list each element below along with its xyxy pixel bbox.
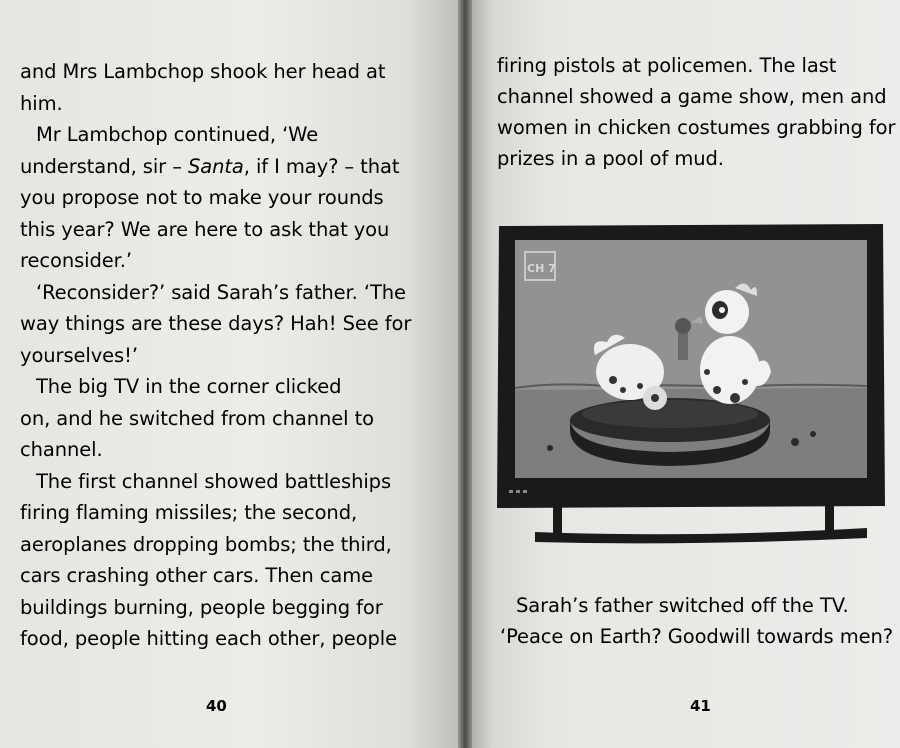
text-line: yourselves!’: [20, 343, 138, 367]
text-fragment: , if I may? – that: [243, 154, 400, 178]
text-line: you propose not to make your rounds: [20, 186, 384, 209]
tv-illustration: [495, 220, 887, 550]
channel-logo-text: CH 7: [527, 262, 556, 275]
text-line: and Mrs Lambchop shook her head at: [20, 60, 386, 83]
text-line: reconsider.’: [20, 249, 132, 272]
text-line: firing pistols at policemen. The last: [497, 54, 837, 77]
page-number-left: 40: [206, 697, 227, 715]
page-number-right: 41: [690, 697, 711, 715]
text-line: prizes in a pool of mud.: [497, 147, 724, 170]
text-line: way things are these days? Hah! See for: [20, 312, 412, 335]
text-line: channel.: [20, 438, 103, 461]
text-line: ‘Peace on Earth? Goodwill towards men?: [500, 625, 893, 648]
text-line: Sarah’s father switched off the TV.: [516, 594, 849, 617]
italic-word: Santa: [187, 154, 244, 178]
text-line: on, and he switched from channel to: [20, 406, 374, 430]
right-page-bottom-text: [500, 590, 893, 652]
text-line: women in chicken costumes grabbing for: [497, 116, 896, 139]
text-line: channel showed a game show, men and: [497, 85, 887, 108]
text-line: him.: [20, 91, 63, 115]
tv-drawing: [495, 220, 887, 550]
text-line: firing flaming missiles; the second,: [20, 501, 358, 524]
left-page-text: [20, 56, 411, 655]
text-line: The first channel showed battleships: [36, 469, 392, 493]
text-line: Mr Lambchop continued, ‘We: [36, 123, 319, 146]
text-line: buildings burning, people begging for: [20, 595, 383, 619]
text-line: aeroplanes dropping bombs; the third,: [20, 532, 392, 556]
text-line: The big TV in the corner clicked: [36, 375, 342, 398]
text-line: ‘Reconsider?’ said Sarah’s father. ‘The: [36, 280, 406, 304]
right-page-top-text: [497, 50, 895, 174]
text-line: cars crashing other cars. Then came: [20, 564, 373, 587]
text-line: food, people hitting each other, people: [20, 627, 397, 650]
book-gutter: [458, 0, 472, 748]
text-line: [20, 151, 411, 183]
text-line: this year? We are here to ask that you: [20, 217, 390, 241]
text-fragment: understand, sir –: [20, 154, 188, 178]
